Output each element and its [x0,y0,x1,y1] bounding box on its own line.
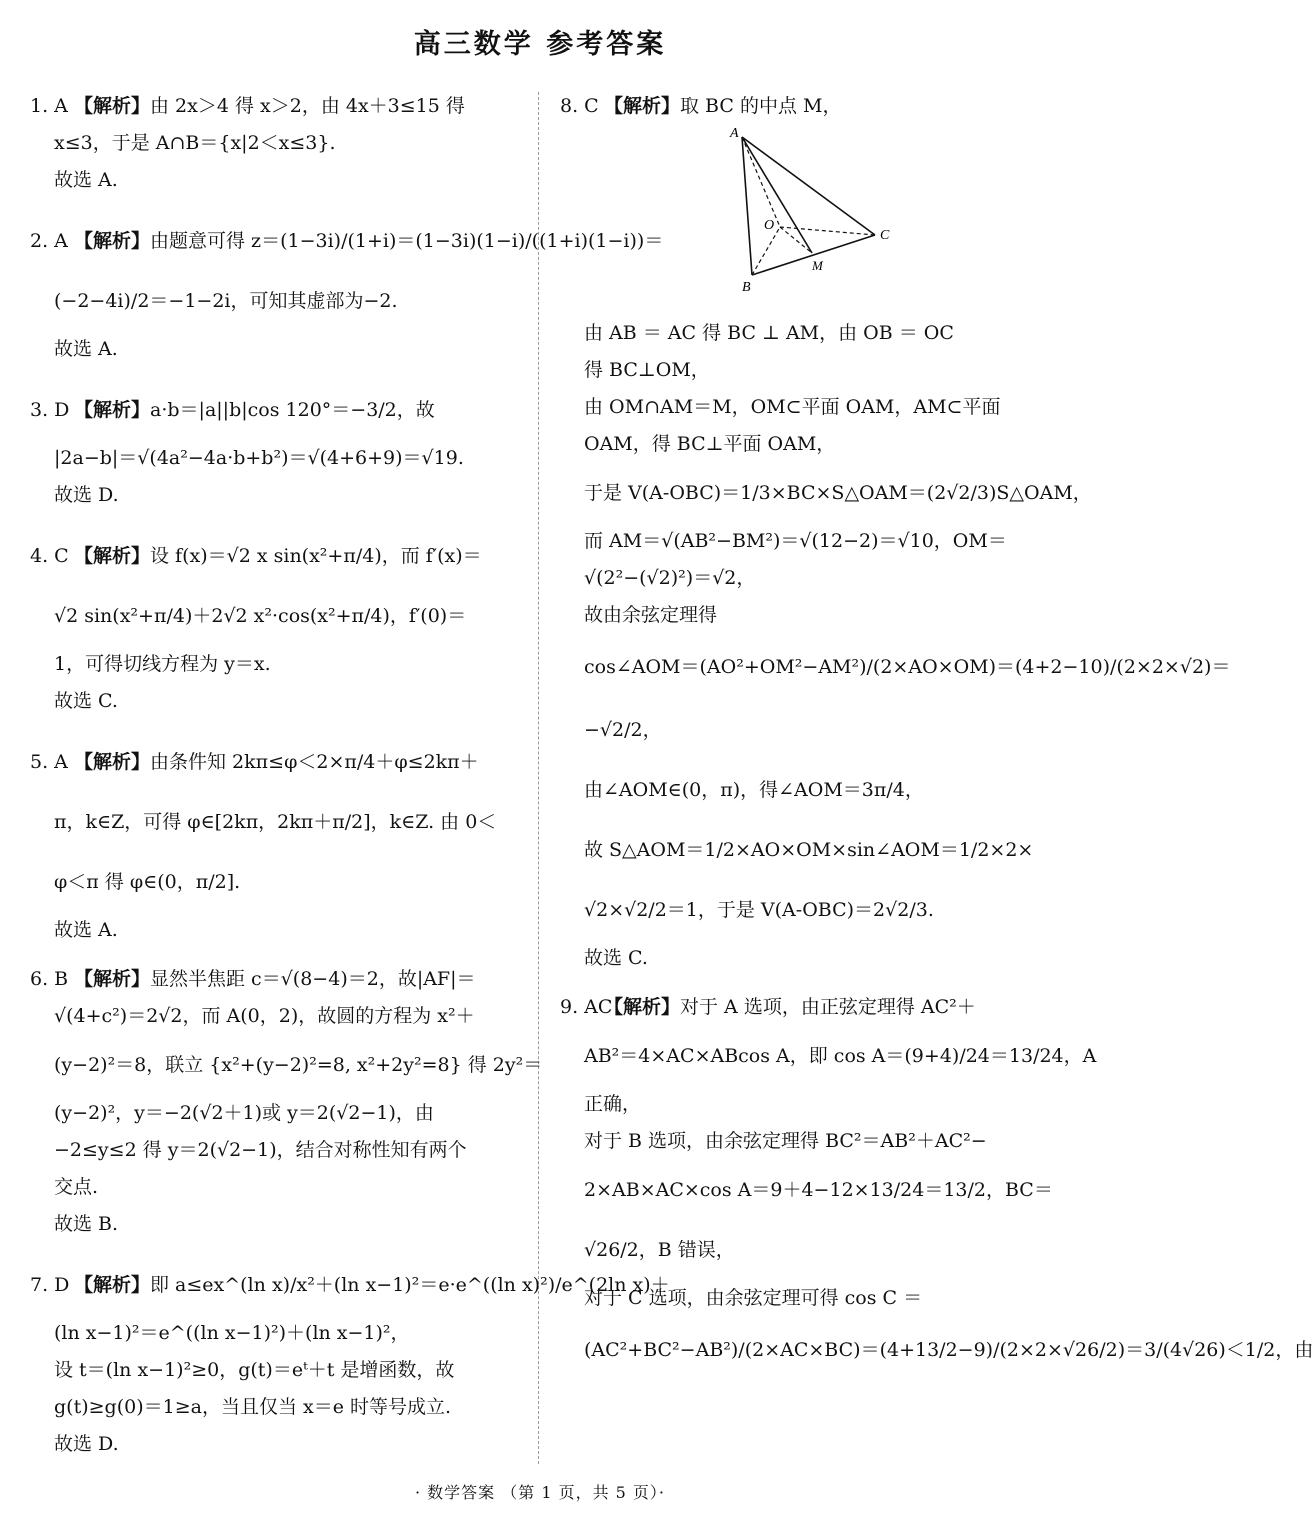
solution-line: 【解析】设 f(x)＝√2 x sin(x²+π/4)，而 f′(x)＝ [74,545,482,567]
solution-line: 设 t＝(ln x−1)²≥0，g(t)＝eᵗ＋t 是增函数，故 [54,1359,455,1381]
solution-line: OAM，得 BC⊥平面 OAM， [584,433,836,455]
solution-line: AB²＝4×AC×ABcos A，即 cos A＝(9+4)/24＝13/24，A [584,1045,1097,1067]
conclusion-line: 故选 A. [54,338,118,360]
solution-line: 于是 V(A-OBC)＝1/3×BC×S△OAM＝(2√2/3)S△OAM， [584,482,1092,504]
solution-line: √(4+c²)＝2√2，而 A(0，2)，故圆的方程为 x²＋ [54,1005,475,1027]
page-title: 高三数学 参考答案 [413,29,667,60]
solution-line: −2≤y≤2 得 y＝2(√2−1)，结合对称性知有两个 [54,1139,467,1161]
conclusion-line: 故选 A. [54,169,118,191]
solution-line: 【解析】取 BC 的中点 M， [604,95,842,117]
analysis-tag: 【解析】 [74,230,151,252]
answer-item-8 [560,88,1231,977]
solution-line: 【解析】a·b＝|a||b|cos 120°＝−3/2，故 [74,399,435,421]
answer-item-2 [30,211,664,368]
solution-line: √26/2，B 错误， [584,1239,735,1261]
vertex-label-a: A [730,126,739,141]
answer-item-4 [30,526,518,720]
solution-line: π，k∈Z，可得 φ∈[2kπ，2kπ＋π/2]，k∈Z. 由 0＜ [54,811,497,833]
solution-line: 正确， [584,1093,642,1115]
solution-line: √2×√2/2＝1，于是 V(A-OBC)＝2√2/3. [584,899,934,921]
problem-number: 6. B [30,968,69,990]
solution-line: 【解析】即 a≤ex^(ln x)/x²＋(ln x−1)²＝e·e^((ln x)²)/e^(2ln x)＋ [74,1274,670,1296]
answer-item-7 [30,1255,670,1463]
solution-line: |2a−b|＝√(4a²−4a·b+b²)＝√(4+6+9)＝√19. [54,447,464,469]
solution-line: 故由余弦定理得 [584,604,718,626]
solution-line: √(2²−(√2)²)＝√2， [584,567,756,589]
solution-line: 由 OM∩AM＝M，OM⊂平面 OAM，AM⊂平面 [584,396,1001,418]
vertex-label-o: O [764,218,775,233]
page-footer: · 数学答案 （第 1 页，共 5 页）· [414,1483,666,1502]
problem-number: 9. AC [560,996,613,1018]
solution-line: φ＜π 得 φ∈(0，π/2]. [54,871,241,893]
tetrahedron-figure [560,125,1048,315]
analysis-tag: 【解析】 [74,399,151,421]
solution-line: 2×AB×AC×cos A＝9＋4−12×13/24＝13/2，BC＝ [584,1179,1053,1201]
solution-line: 【解析】由题意可得 z＝(1−3i)/(1+i)＝(1−3i)(1−i)/((1+i)(1−i))＝ [74,230,664,252]
analysis-tag: 【解析】 [74,751,151,773]
solution-line: 得 BC⊥OM， [584,359,710,381]
conclusion-line: 故选 D. [54,484,119,506]
problem-number: 7. D [30,1274,70,1296]
analysis-tag: 【解析】 [604,95,681,117]
analysis-tag: 【解析】 [74,1274,151,1296]
conclusion-line: 故选 B. [54,1213,119,1235]
answer-item-3 [30,380,518,514]
conclusion-line: 故选 D. [54,1433,119,1455]
problem-number: 2. A [30,230,68,252]
solution-line: 对于 B 选项，由余弦定理得 BC²＝AB²＋AC²− [584,1130,987,1152]
solution-line: (−2−4i)/2＝−1−2i，可知其虚部为−2. [54,290,398,312]
solution-line: cos∠AOM＝(AO²+OM²−AM²)/(2×AO×OM)＝(4+2−10)/(2×2×√2)＝ [584,656,1231,678]
solution-line: 【解析】显然半焦距 c＝√(8−4)＝2，故|AF|＝ [74,968,476,990]
analysis-tag: 【解析】 [74,968,151,990]
solution-line: √2 sin(x²+π/4)＋2√2 x²·cos(x²+π/4)，f′(0)＝ [54,605,467,627]
solution-line: 【解析】由条件知 2kπ≤φ＜2×π/4＋φ≤2kπ＋ [74,751,479,773]
analysis-tag: 【解析】 [74,545,151,567]
problem-number: 4. C [30,545,69,567]
solution-line: 【解析】由 2x＞4 得 x＞2，由 4x＋3≤15 得 [74,95,465,117]
answer-item-6 [30,961,543,1243]
solution-line: 由∠AOM∈(0，π)，得∠AOM＝3π/4， [584,779,924,801]
solution-line: (y−2)²，y＝−2(√2＋1)或 y＝2(√2−1)，由 [54,1102,434,1124]
problem-number: 3. D [30,399,70,421]
conclusion-line: 故选 C. [584,947,648,969]
conclusion-line: 故选 A. [54,919,118,941]
vertex-label-b: B [742,280,751,295]
column-divider [538,92,539,1464]
answer-item-9 [560,989,1313,1383]
analysis-tag: 【解析】 [604,996,681,1018]
solution-line: 【解析】对于 A 选项，由正弦定理得 AC²＋ [604,996,976,1018]
vertex-label-c: C [880,228,890,243]
answer-item-5 [30,732,518,949]
solution-line: x≤3，于是 A∩B＝{x|2＜x≤3}. [54,132,336,154]
solution-line: 而 AM＝√(AB²−BM²)＝√(12−2)＝√10，OM＝ [584,530,1007,552]
problem-number: 8. C [560,95,599,117]
solution-line: −√2/2， [584,719,662,741]
problem-number: 1. A [30,95,68,117]
tetrahedron-diagram [720,125,900,295]
analysis-tag: 【解析】 [74,95,151,117]
vertex-label-m: M [812,258,823,273]
solution-line: (y−2)²＝8，联立 {x²+(y−2)²=8, x²+2y²=8} 得 2y²＝ [54,1054,543,1076]
conclusion-line: 故选 C. [54,690,118,712]
solution-line: 交点. [54,1176,99,1198]
solution-line: (AC²+BC²−AB²)/(2×AC×BC)＝(4+13/2−9)/(2×2×√26/2)＝3/(4√26)＜1/2，由 [584,1339,1313,1361]
solution-line: 对于 C 选项，由余弦定理可得 cos C ＝ [584,1287,923,1309]
solution-line: (ln x−1)²＝e^((ln x−1)²)＋(ln x−1)²， [54,1322,410,1344]
answer-item-1 [30,88,518,199]
solution-line: g(t)≥g(0)＝1≥a，当且仅当 x＝e 时等号成立. [54,1396,452,1418]
right-column [560,88,1313,1383]
solution-line: 由 AB ＝ AC 得 BC ⊥ AM，由 OB ＝ OC [584,322,954,344]
problem-number: 5. A [30,751,68,773]
solution-line: 1，可得切线方程为 y＝x. [54,653,271,675]
solution-line: 故 S△AOM＝1/2×AO×OM×sin∠AOM＝1/2×2× [584,839,1034,861]
